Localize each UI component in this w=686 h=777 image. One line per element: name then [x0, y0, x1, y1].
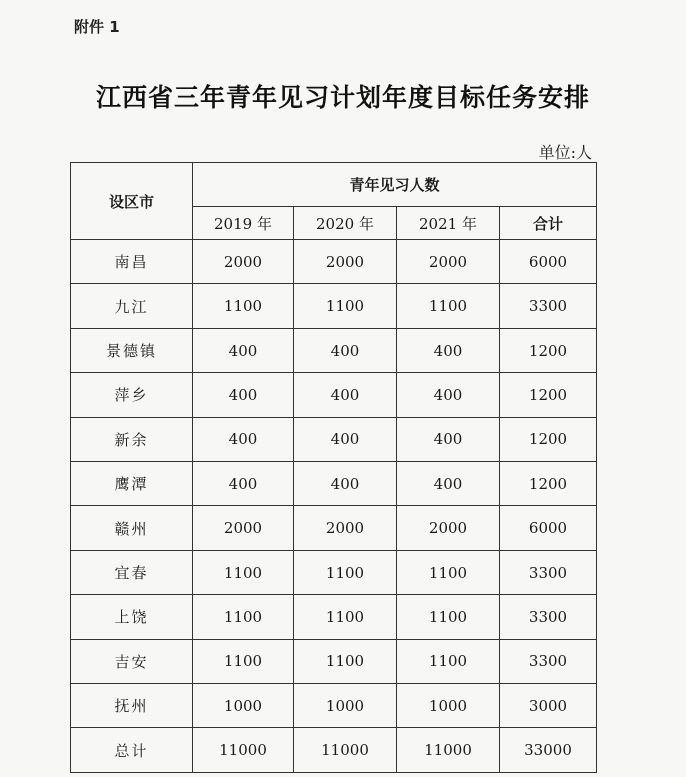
- cell-year-value: 400: [193, 373, 294, 417]
- table-row: [71, 240, 597, 284]
- cell-year-value: 1100: [397, 550, 500, 594]
- cell-total: 1200: [500, 328, 597, 372]
- unit-label: 单位:人: [538, 143, 592, 162]
- cell-year-value: 1100: [193, 284, 294, 328]
- cell-city: 宜春: [71, 550, 193, 594]
- cell-year-value: 400: [193, 417, 294, 461]
- cell-year-value: 400: [193, 328, 294, 372]
- table-row: [71, 684, 597, 728]
- cell-year-value: 2000: [294, 506, 397, 550]
- cell-year-value: 11000: [193, 728, 294, 773]
- cell-total: 6000: [500, 240, 597, 284]
- table-row: [71, 328, 597, 372]
- cell-year-value: 1100: [397, 595, 500, 639]
- cell-total: 3000: [500, 684, 597, 728]
- cell-year-value: 1100: [294, 595, 397, 639]
- cell-total: 3300: [500, 639, 597, 683]
- cell-year-value: 400: [397, 373, 500, 417]
- header-city: 设区市: [71, 163, 193, 240]
- cell-year-value: 1000: [397, 684, 500, 728]
- cell-year-value: 400: [294, 462, 397, 506]
- cell-year-value: 11000: [397, 728, 500, 773]
- cell-year-value: 2000: [193, 506, 294, 550]
- cell-year-value: 400: [397, 328, 500, 372]
- cell-year-value: 2000: [397, 240, 500, 284]
- cell-total: 6000: [500, 506, 597, 550]
- cell-year-value: 1100: [193, 639, 294, 683]
- cell-total: 1200: [500, 417, 597, 461]
- cell-year-value: 11000: [294, 728, 397, 773]
- header-year-2019: 2019 年: [193, 207, 294, 240]
- document-title: 江西省三年青年见习计划年度目标任务安排: [95, 83, 590, 112]
- table-row: [71, 639, 597, 683]
- attachment-label: 附件 1: [74, 18, 120, 36]
- cell-year-value: 1100: [193, 595, 294, 639]
- cell-year-value: 1100: [397, 284, 500, 328]
- cell-year-value: 400: [397, 417, 500, 461]
- cell-year-value: 2000: [294, 240, 397, 284]
- cell-city: 上饶: [71, 595, 193, 639]
- cell-year-value: 400: [294, 417, 397, 461]
- table-row: [71, 284, 597, 328]
- cell-city: 抚州: [71, 684, 193, 728]
- cell-city: 景德镇: [71, 328, 193, 372]
- cell-city: 鹰潭: [71, 462, 193, 506]
- table-row: [71, 728, 597, 773]
- table-row: [71, 550, 597, 594]
- cell-total: 3300: [500, 595, 597, 639]
- cell-city: 南昌: [71, 240, 193, 284]
- cell-year-value: 1000: [193, 684, 294, 728]
- cell-year-value: 400: [193, 462, 294, 506]
- cell-city: 赣州: [71, 506, 193, 550]
- cell-year-value: 2000: [193, 240, 294, 284]
- header-total: 合计: [500, 207, 597, 240]
- cell-year-value: 1100: [397, 639, 500, 683]
- cell-total: 1200: [500, 373, 597, 417]
- cell-year-value: 1000: [294, 684, 397, 728]
- table-row: [71, 462, 597, 506]
- table-row: [71, 373, 597, 417]
- table-row: [71, 417, 597, 461]
- cell-year-value: 2000: [397, 506, 500, 550]
- cell-year-value: 1100: [294, 284, 397, 328]
- cell-year-value: 400: [294, 328, 397, 372]
- header-group: 青年见习人数: [193, 163, 597, 207]
- target-table: [70, 162, 597, 773]
- table-row: [71, 595, 597, 639]
- header-year-2020: 2020 年: [294, 207, 397, 240]
- cell-city: 萍乡: [71, 373, 193, 417]
- cell-total: 1200: [500, 462, 597, 506]
- cell-city: 新余: [71, 417, 193, 461]
- cell-city: 总计: [71, 728, 193, 773]
- cell-city: 九江: [71, 284, 193, 328]
- header-year-2021: 2021 年: [397, 207, 500, 240]
- cell-year-value: 400: [397, 462, 500, 506]
- cell-year-value: 1100: [294, 639, 397, 683]
- cell-city: 吉安: [71, 639, 193, 683]
- cell-total: 3300: [500, 550, 597, 594]
- cell-year-value: 400: [294, 373, 397, 417]
- table-body: [71, 240, 597, 773]
- table-row: [71, 506, 597, 550]
- cell-year-value: 1100: [193, 550, 294, 594]
- cell-total: 3300: [500, 284, 597, 328]
- cell-total: 33000: [500, 728, 597, 773]
- cell-year-value: 1100: [294, 550, 397, 594]
